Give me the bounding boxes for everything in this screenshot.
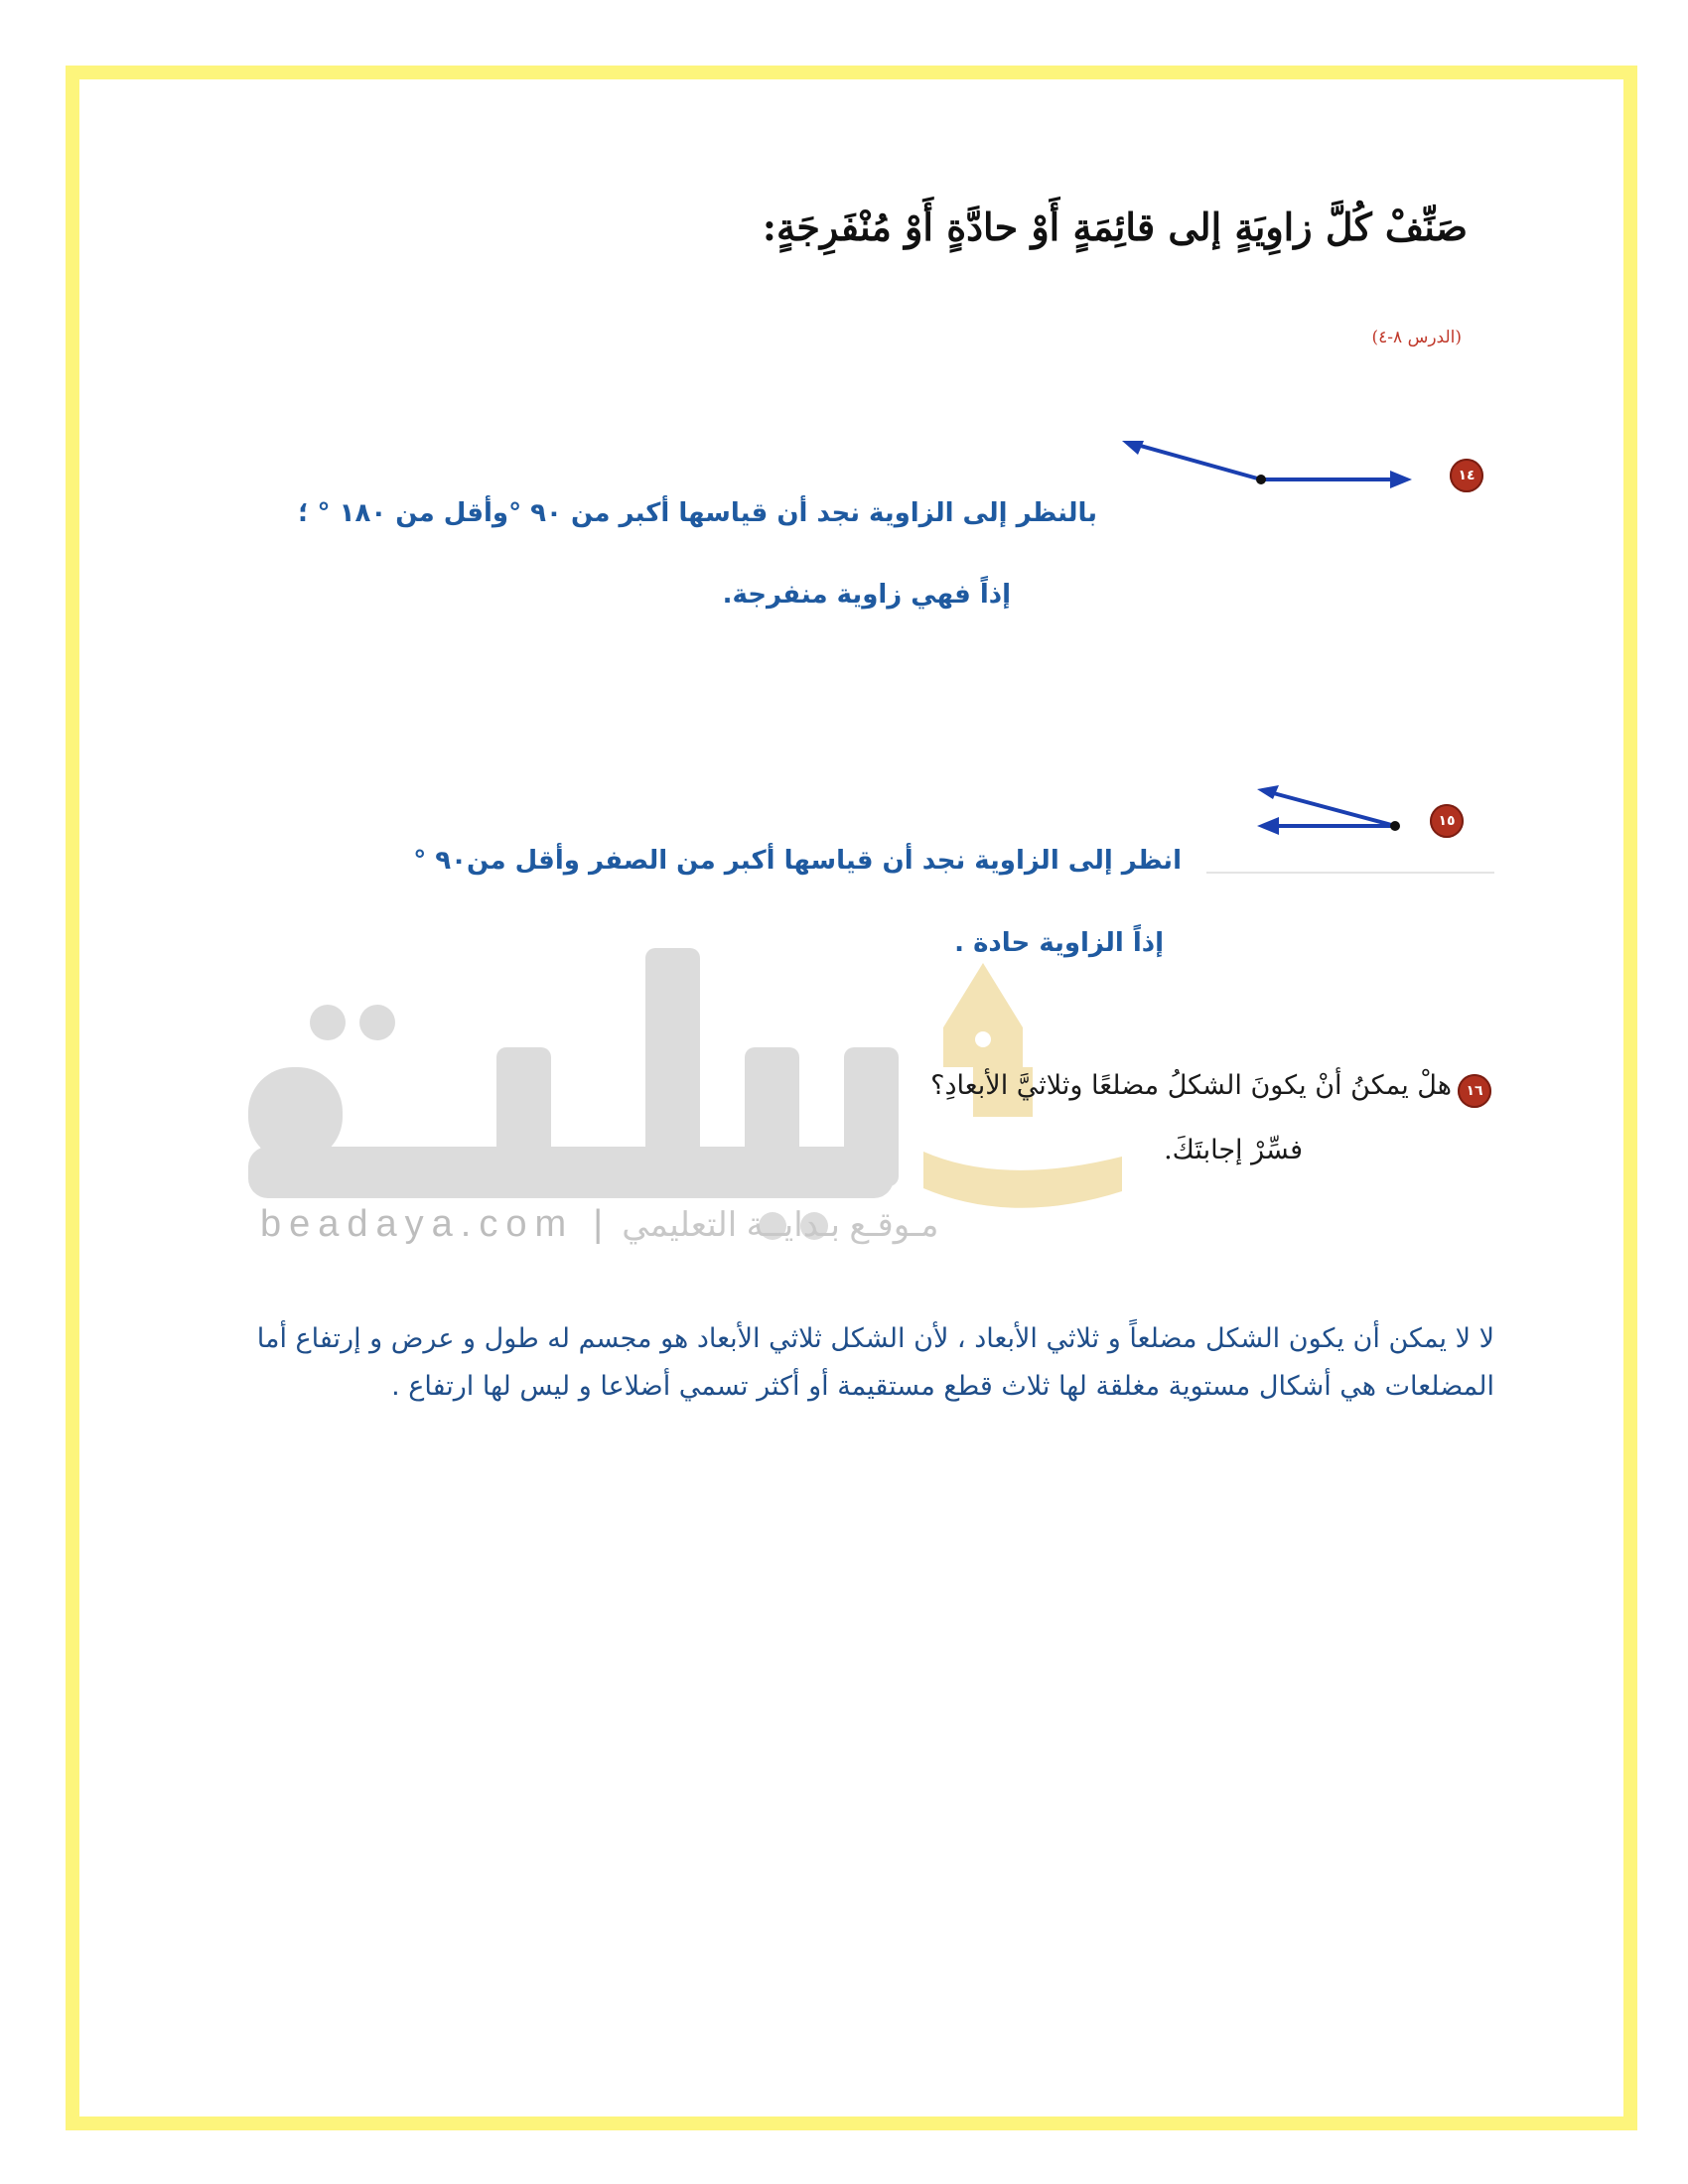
question-number-badge: ١٦: [1458, 1074, 1491, 1108]
q14-answer-line1: بالنظر إلى الزاوية نجد أن قياسها أكبر من ٩٠ °وأقل من ١٨٠ ° ؛: [298, 498, 1097, 528]
lesson-reference: (الدرس ٨-٤): [1371, 328, 1462, 347]
q14-answer-line2: إذاً فهي زاوية منفرجة.: [722, 580, 1011, 610]
watermark-tagline: مـوقـع بـدايــة التعليمي: [622, 1206, 939, 1244]
acute-angle-figure: [1251, 779, 1415, 839]
watermark-site: beadaya.com: [260, 1203, 575, 1245]
divider: [1206, 872, 1494, 874]
watermark-caption: [260, 1203, 938, 1246]
watermark-separator: |: [593, 1203, 604, 1245]
exercise-title: صَنِّفْ كُلَّ زاوِيَةٍ إلى قائِمَةٍ أَوْ حادَّةٍ أَوْ مُنْفَرِجَةٍ:: [762, 205, 1468, 249]
question-number-badge: ١٤: [1450, 459, 1483, 492]
q16-question-line1: هلْ يمكنُ أنْ يكونَ الشكلُ مضلعًا وثلاثيَّ الأبعادِ؟: [930, 1070, 1452, 1101]
q16-answer: لا لا يمكن أن يكون الشكل مضلعاً و ثلاثي الأبعاد ، لأن الشكل ثلاثي الأبعاد هو مجسم له طول و عرض و إرتفاع أما المضلعات هي أشكال مستوية مغلقة لها ثلاث قطع مستقيمة أو أكثر تسمي أضلاعا و ليس لها ارتفاع .: [256, 1323, 1494, 1402]
obtuse-angle-figure: [1122, 435, 1420, 494]
q15-answer-line2: إذاً الزاوية حادة .: [954, 928, 1164, 958]
question-number-badge: ١٥: [1430, 804, 1464, 838]
q15-answer-line1: انظر إلى الزاوية نجد أن قياسها أكبر من الصفر وأقل من٩٠ °: [413, 846, 1182, 876]
q16-question-line2: فسِّرْ إجابتَكَ.: [1164, 1135, 1303, 1165]
